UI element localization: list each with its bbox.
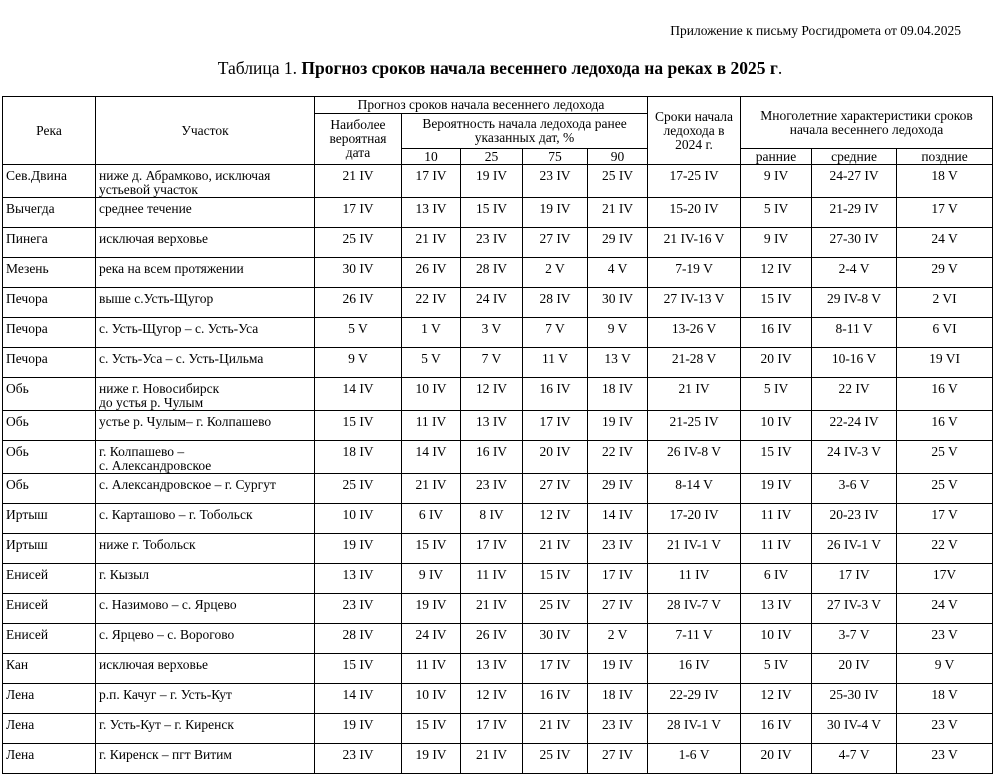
section-cell [96,474,315,504]
section-line: исключая верховье [99,657,208,672]
y2024-cell: 21 IV-16 V [648,228,741,258]
probable-cell: 10 IV [315,504,402,534]
river-cell: Иртыш [3,534,96,564]
p75-cell: 16 IV [523,684,588,714]
p75-cell: 20 IV [523,441,588,474]
p90-cell: 23 IV [588,534,648,564]
header-p10: 10 [402,149,461,165]
mean-cell: 30 IV-4 V [812,714,897,744]
p90-cell: 13 V [588,348,648,378]
probable-cell: 21 IV [315,165,402,198]
late-cell: 24 V [897,228,993,258]
p10-cell: 14 IV [402,441,461,474]
probable-cell: 19 IV [315,714,402,744]
p25-cell: 11 IV [461,564,523,594]
probable-cell: 15 IV [315,411,402,441]
p25-cell: 23 IV [461,474,523,504]
mean-cell: 24-27 IV [812,165,897,198]
mean-cell: 27 IV-3 V [812,594,897,624]
p90-cell: 27 IV [588,594,648,624]
p10-cell: 19 IV [402,744,461,774]
late-cell: 18 V [897,684,993,714]
early-cell: 16 IV [741,714,812,744]
river-cell: Енисей [3,564,96,594]
p25-cell: 16 IV [461,441,523,474]
mean-cell: 3-6 V [812,474,897,504]
probable-cell: 25 IV [315,228,402,258]
p10-cell: 21 IV [402,474,461,504]
section-line-2: с. Александровское [99,458,212,473]
p25-cell: 24 IV [461,288,523,318]
p10-cell: 21 IV [402,228,461,258]
river-cell: Обь [3,378,96,411]
mean-cell: 20-23 IV [812,504,897,534]
early-cell: 9 IV [741,228,812,258]
river-cell: Мезень [3,258,96,288]
late-cell: 9 V [897,654,993,684]
p10-cell: 10 IV [402,684,461,714]
mean-cell: 22 IV [812,378,897,411]
probable-cell: 14 IV [315,378,402,411]
mean-cell: 2-4 V [812,258,897,288]
mean-cell: 22-24 IV [812,411,897,441]
mean-cell: 17 IV [812,564,897,594]
section-line-2: до устья р. Чулым [99,395,204,410]
header-late: поздние [897,149,993,165]
y2024-cell: 7-11 V [648,624,741,654]
early-cell: 10 IV [741,411,812,441]
p75-cell: 21 IV [523,534,588,564]
p25-cell: 3 V [461,318,523,348]
y2024-cell: 21 IV-1 V [648,534,741,564]
p10-cell: 10 IV [402,378,461,411]
section-cell [96,318,315,348]
p25-cell: 26 IV [461,624,523,654]
table-row [3,288,993,318]
mean-cell: 10-16 V [812,348,897,378]
section-cell [96,378,315,411]
section-cell [96,624,315,654]
y2024-cell: 17-20 IV [648,504,741,534]
early-cell: 19 IV [741,474,812,504]
river-cell: Печора [3,348,96,378]
p10-cell: 9 IV [402,564,461,594]
river-cell: Лена [3,744,96,774]
p90-cell: 18 IV [588,684,648,714]
river-cell: Лена [3,714,96,744]
early-cell: 16 IV [741,318,812,348]
table-row [3,714,993,744]
late-cell: 22 V [897,534,993,564]
p25-cell: 28 IV [461,258,523,288]
mean-cell: 21-29 IV [812,198,897,228]
mean-cell: 25-30 IV [812,684,897,714]
section-line: с. Усть-Щугор – с. Усть-Уса [99,321,259,336]
header-2024: Сроки начала ледохода в 2024 г. [648,97,741,165]
page-title [0,58,1000,79]
late-cell: 23 V [897,744,993,774]
probable-cell: 5 V [315,318,402,348]
early-cell: 11 IV [741,504,812,534]
p25-cell: 21 IV [461,594,523,624]
p75-cell: 16 IV [523,378,588,411]
y2024-cell: 16 IV [648,654,741,684]
section-line: с. Назимово – с. Ярцево [99,597,237,612]
river-cell: Обь [3,441,96,474]
y2024-cell: 26 IV-8 V [648,441,741,474]
section-line: ниже г. Новосибирск [99,381,220,396]
section-cell [96,348,315,378]
table-row [3,198,993,228]
table-row [3,258,993,288]
p90-cell: 21 IV [588,198,648,228]
p10-cell: 11 IV [402,411,461,441]
p10-cell: 11 IV [402,654,461,684]
section-cell [96,654,315,684]
header-section: Участок [96,97,315,165]
p75-cell: 25 IV [523,594,588,624]
section-cell [96,564,315,594]
section-cell [96,165,315,198]
probable-cell: 30 IV [315,258,402,288]
p90-cell: 29 IV [588,474,648,504]
river-cell: Енисей [3,624,96,654]
late-cell: 16 V [897,378,993,411]
mean-cell: 8-11 V [812,318,897,348]
table-row [3,534,993,564]
p10-cell: 24 IV [402,624,461,654]
header-mean: средние [812,149,897,165]
early-cell: 5 IV [741,654,812,684]
probable-cell: 25 IV [315,474,402,504]
river-cell: Иртыш [3,504,96,534]
p90-cell: 18 IV [588,378,648,411]
table-row [3,411,993,441]
table-row [3,165,993,198]
p90-cell: 4 V [588,258,648,288]
river-cell: Кан [3,654,96,684]
p25-cell: 12 IV [461,684,523,714]
mean-cell: 26 IV-1 V [812,534,897,564]
early-cell: 15 IV [741,441,812,474]
early-cell: 12 IV [741,684,812,714]
y2024-cell: 11 IV [648,564,741,594]
probable-cell: 23 IV [315,744,402,774]
table-row [3,744,993,774]
early-cell: 20 IV [741,348,812,378]
table-row [3,318,993,348]
y2024-cell: 21 IV [648,378,741,411]
p75-cell: 12 IV [523,504,588,534]
river-cell: Печора [3,288,96,318]
p25-cell: 13 IV [461,654,523,684]
probable-cell: 17 IV [315,198,402,228]
title-prefix: Таблица 1. [217,58,302,78]
p90-cell: 2 V [588,624,648,654]
title-suffix: . [777,58,783,78]
river-cell: Вычегда [3,198,96,228]
section-cell [96,288,315,318]
p90-cell: 25 IV [588,165,648,198]
late-cell: 6 VI [897,318,993,348]
late-cell: 16 V [897,411,993,441]
section-line: г. Усть-Кут – г. Киренск [99,717,234,732]
y2024-cell: 22-29 IV [648,684,741,714]
late-cell: 17V [897,564,993,594]
p75-cell: 2 V [523,258,588,288]
early-cell: 20 IV [741,744,812,774]
section-cell [96,411,315,441]
late-cell: 23 V [897,624,993,654]
probable-cell: 26 IV [315,288,402,318]
probable-cell: 13 IV [315,564,402,594]
header-forecast-group: Прогноз сроков начала весеннего ледохода [315,97,648,114]
p10-cell: 15 IV [402,534,461,564]
p75-cell: 11 V [523,348,588,378]
section-line-2: устьевой участок [99,182,198,197]
section-line: с. Ярцево – с. Ворогово [99,627,235,642]
early-cell: 12 IV [741,258,812,288]
section-cell [96,594,315,624]
probable-cell: 18 IV [315,441,402,474]
table-row [3,594,993,624]
early-cell: 9 IV [741,165,812,198]
late-cell: 17 V [897,504,993,534]
mean-cell: 3-7 V [812,624,897,654]
p10-cell: 17 IV [402,165,461,198]
header-probability-group: Вероятность начала ледохода ранее указанных дат, % [402,114,648,149]
section-line: с. Карташово – г. Тобольск [99,507,253,522]
p25-cell: 23 IV [461,228,523,258]
probable-cell: 15 IV [315,654,402,684]
section-cell [96,744,315,774]
p90-cell: 9 V [588,318,648,348]
p10-cell: 26 IV [402,258,461,288]
p25-cell: 12 IV [461,378,523,411]
early-cell: 15 IV [741,288,812,318]
p25-cell: 7 V [461,348,523,378]
section-line: выше с.Усть-Щугор [99,291,214,306]
river-cell: Печора [3,318,96,348]
table-row [3,654,993,684]
river-cell: Енисей [3,594,96,624]
p10-cell: 22 IV [402,288,461,318]
p75-cell: 17 IV [523,654,588,684]
river-cell: Сев.Двина [3,165,96,198]
probable-cell: 19 IV [315,534,402,564]
p10-cell: 5 V [402,348,461,378]
section-line: г. Киренск – пгт Витим [99,747,232,762]
table-row [3,348,993,378]
y2024-cell: 7-19 V [648,258,741,288]
section-cell [96,198,315,228]
section-line: р.п. Качуг – г. Усть-Кут [99,687,232,702]
p75-cell: 21 IV [523,714,588,744]
y2024-cell: 13-26 V [648,318,741,348]
late-cell: 2 VI [897,288,993,318]
table-row [3,624,993,654]
mean-cell: 20 IV [812,654,897,684]
header-p90: 90 [588,149,648,165]
y2024-cell: 15-20 IV [648,198,741,228]
table-row [3,441,993,474]
mean-cell: 24 IV-3 V [812,441,897,474]
p90-cell: 14 IV [588,504,648,534]
river-cell: Пинега [3,228,96,258]
section-cell [96,504,315,534]
y2024-cell: 21-28 V [648,348,741,378]
probable-cell: 9 V [315,348,402,378]
p10-cell: 19 IV [402,594,461,624]
y2024-cell: 8-14 V [648,474,741,504]
y2024-cell: 17-25 IV [648,165,741,198]
p75-cell: 30 IV [523,624,588,654]
p90-cell: 19 IV [588,654,648,684]
p75-cell: 27 IV [523,474,588,504]
p75-cell: 25 IV [523,744,588,774]
mean-cell: 29 IV-8 V [812,288,897,318]
p90-cell: 30 IV [588,288,648,318]
p75-cell: 19 IV [523,198,588,228]
y2024-cell: 27 IV-13 V [648,288,741,318]
late-cell: 25 V [897,474,993,504]
p90-cell: 29 IV [588,228,648,258]
section-cell [96,684,315,714]
table-row [3,474,993,504]
p25-cell: 8 IV [461,504,523,534]
p25-cell: 21 IV [461,744,523,774]
late-cell: 29 V [897,258,993,288]
table-body [3,165,993,774]
p75-cell: 28 IV [523,288,588,318]
p90-cell: 19 IV [588,411,648,441]
appendix-note: Приложение к письму Росгидромета от 09.04.2025 [670,23,961,38]
table-row [3,684,993,714]
early-cell: 5 IV [741,198,812,228]
y2024-cell: 21-25 IV [648,411,741,441]
p10-cell: 13 IV [402,198,461,228]
section-line: с. Александровское – г. Сургут [99,477,276,492]
p25-cell: 17 IV [461,534,523,564]
mean-cell: 27-30 IV [812,228,897,258]
probable-cell: 28 IV [315,624,402,654]
section-line: г. Колпашево – [99,444,185,459]
late-cell: 25 V [897,441,993,474]
section-line: река на всем протяжении [99,261,244,276]
late-cell: 24 V [897,594,993,624]
p90-cell: 23 IV [588,714,648,744]
late-cell: 23 V [897,714,993,744]
section-line: среднее течение [99,201,192,216]
section-line: устье р. Чулым– г. Колпашево [99,414,272,429]
p25-cell: 13 IV [461,411,523,441]
section-line: ниже г. Тобольск [99,537,196,552]
early-cell: 11 IV [741,534,812,564]
table-row [3,378,993,411]
header-longterm-group: Многолетние характеристики сроков начала весеннего ледохода [741,97,993,149]
river-cell: Обь [3,411,96,441]
y2024-cell: 28 IV-7 V [648,594,741,624]
section-line: с. Усть-Уса – с. Усть-Цильма [99,351,264,366]
table-row [3,228,993,258]
early-cell: 5 IV [741,378,812,411]
table-row [3,504,993,534]
header-p25: 25 [461,149,523,165]
section-cell [96,228,315,258]
y2024-cell: 28 IV-1 V [648,714,741,744]
section-line: исключая верховье [99,231,208,246]
table-row [3,564,993,594]
late-cell: 19 VI [897,348,993,378]
p75-cell: 7 V [523,318,588,348]
section-line: г. Кызыл [99,567,149,582]
section-cell [96,714,315,744]
p75-cell: 15 IV [523,564,588,594]
late-cell: 18 V [897,165,993,198]
p75-cell: 17 IV [523,411,588,441]
early-cell: 10 IV [741,624,812,654]
early-cell: 6 IV [741,564,812,594]
header-most-probable: Наиболее вероятная дата [315,114,402,165]
p75-cell: 27 IV [523,228,588,258]
p90-cell: 27 IV [588,744,648,774]
header-p75: 75 [523,149,588,165]
section-line: ниже д. Абрамково, исключая [99,168,271,183]
p75-cell: 23 IV [523,165,588,198]
probable-cell: 14 IV [315,684,402,714]
section-cell [96,441,315,474]
section-cell [96,258,315,288]
early-cell: 13 IV [741,594,812,624]
p10-cell: 15 IV [402,714,461,744]
title-bold: Прогноз сроков начала весеннего ледохода на реках в 2025 г [301,58,778,78]
river-cell: Обь [3,474,96,504]
probable-cell: 23 IV [315,594,402,624]
p90-cell: 17 IV [588,564,648,594]
p10-cell: 1 V [402,318,461,348]
p25-cell: 19 IV [461,165,523,198]
late-cell: 17 V [897,198,993,228]
section-cell [96,534,315,564]
p25-cell: 17 IV [461,714,523,744]
mean-cell: 4-7 V [812,744,897,774]
river-cell: Лена [3,684,96,714]
header-early: ранние [741,149,812,165]
y2024-cell: 1-6 V [648,744,741,774]
p10-cell: 6 IV [402,504,461,534]
header-river: Река [3,97,96,165]
p90-cell: 22 IV [588,441,648,474]
p25-cell: 15 IV [461,198,523,228]
forecast-table [2,96,993,774]
